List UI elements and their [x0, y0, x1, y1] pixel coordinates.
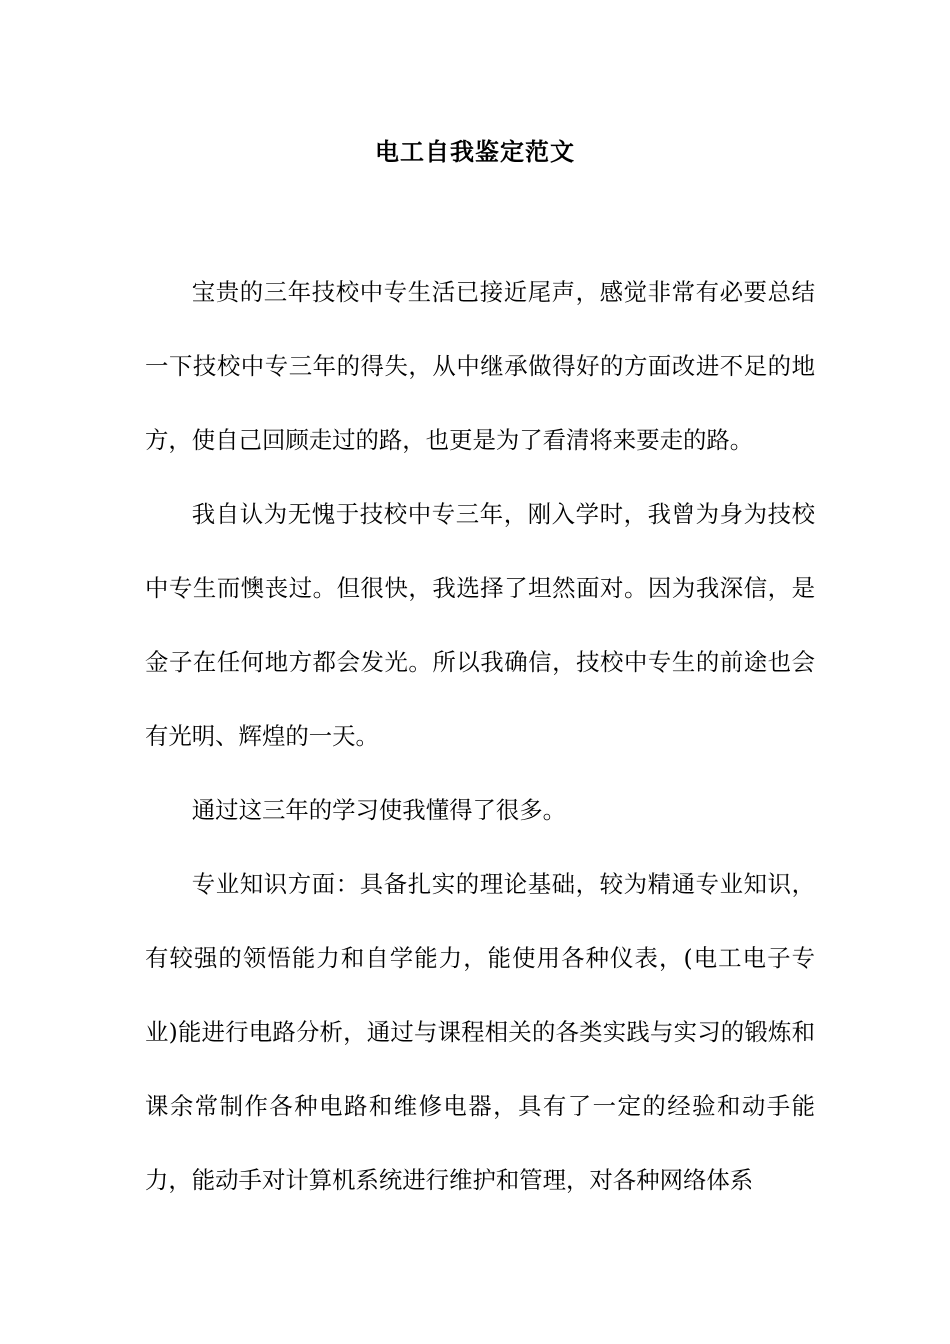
- paragraph: 专业知识方面：具备扎实的理论基础，较为精通专业知识，有较强的领悟能力和自学能力，能使用各种仪表，(电工电子专业)能进行电路分析，通过与课程相关的各类实践与实习的锻炼和课余常制作各种电路和维修电器，具有了一定的经验和动手能力，能动手对计算机系统进行维护和管理，对各种网络体系: [145, 870, 815, 1194]
- document-title: 电工自我鉴定范文: [375, 137, 575, 166]
- document-body: [145, 255, 815, 1217]
- paragraph: 我自认为无愧于技校中专三年，刚入学时，我曾为身为技校中专生而懊丧过。但很快，我选择了坦然面对。因为我深信，是金子在任何地方都会发光。所以我确信，技校中专生的前途也会有光明、辉煌的一天。: [145, 500, 815, 750]
- paragraph: 通过这三年的学习使我懂得了很多。: [191, 796, 567, 824]
- paragraph: 宝贵的三年技校中专生活已接近尾声，感觉非常有必要总结一下技校中专三年的得失，从中继承做得好的方面改进不足的地方，使自己回顾走过的路，也更是为了看清将来要走的路。: [145, 278, 815, 454]
